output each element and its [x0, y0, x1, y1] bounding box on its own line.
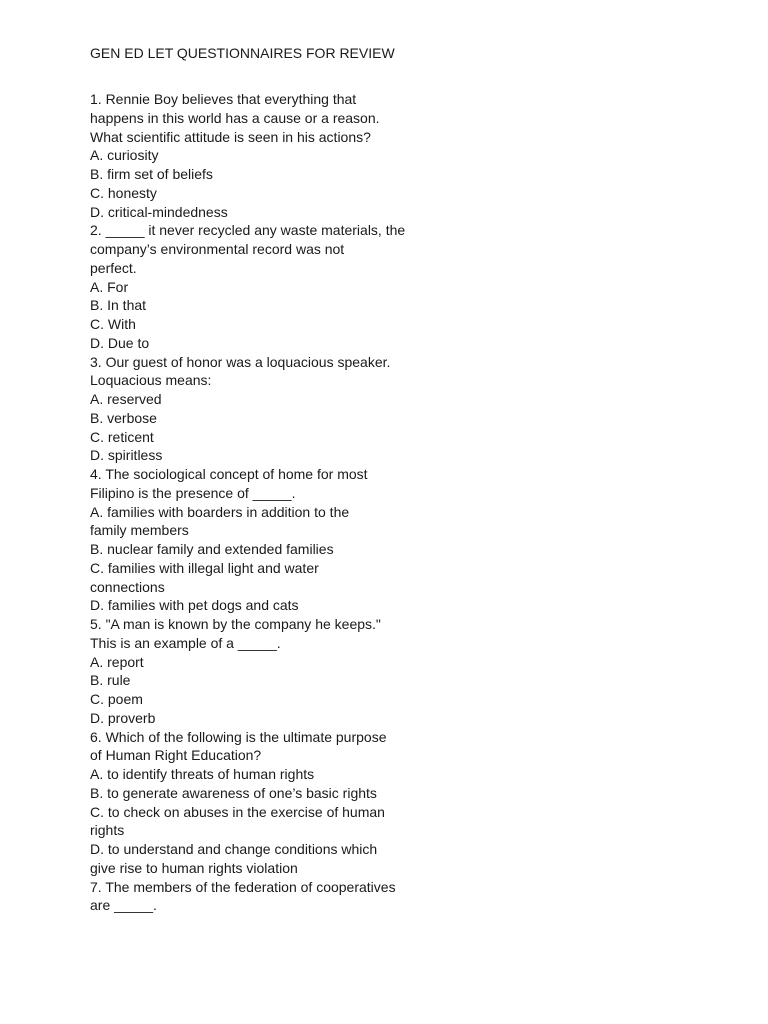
text-line: rights [90, 822, 125, 839]
text-line: B. verbose [90, 409, 157, 426]
text-line: A. families with boarders in addition to the [90, 503, 350, 520]
text-line: B. rule [90, 672, 131, 689]
text-line: D. proverb [90, 709, 156, 726]
text-line: C. to check on abuses in the exercise of human [90, 803, 385, 820]
text-line: 3. Our guest of honor was a loquacious speaker. [90, 353, 391, 370]
text-line: C. families with illegal light and water [90, 559, 319, 576]
text-line: 5. "A man is known by the company he keeps." [90, 616, 381, 632]
text-line: B. nuclear family and extended families [90, 541, 334, 557]
document-page [90, 44, 730, 915]
text-line: perfect. [90, 259, 137, 276]
text-line: A. reserved [90, 391, 162, 407]
text-line: family members [90, 522, 189, 539]
document-body [90, 90, 730, 915]
text-line: A. For [90, 278, 129, 295]
text-line: A. curiosity [90, 147, 159, 164]
text-line: D. Due to [90, 334, 150, 351]
text-line: 6. Which of the following is the ultimate purpose [90, 728, 387, 745]
text-line: A. report [90, 653, 144, 670]
text-line: D. families with pet dogs and cats [90, 597, 299, 614]
text-line: happens in this world has a cause or a reason. [90, 109, 380, 126]
text-line: company’s environmental record was not [90, 241, 345, 257]
text-line: 2. _____ it never recycled any waste materials, the [90, 222, 406, 239]
text-line: 7. The members of the federation of cooperatives [90, 878, 396, 895]
text-line: C. With [90, 316, 136, 332]
text-line: This is an example of a _____. [90, 634, 281, 651]
text-line: B. to generate awareness of one’s basic rights [90, 784, 377, 801]
document-title: GEN ED LET QUESTIONNAIRES FOR REVIEW [90, 45, 395, 61]
text-line: D. spiritless [90, 447, 163, 464]
text-line: A. to identify threats of human rights [90, 766, 315, 782]
text-line: 4. The sociological concept of home for most [90, 466, 368, 482]
text-line: 1. Rennie Boy believes that everything that [90, 91, 357, 107]
text-line: Loquacious means: [90, 372, 212, 389]
text-line: B. firm set of beliefs [90, 166, 213, 182]
text-line: Filipino is the presence of _____. [90, 484, 296, 501]
text-line: give rise to human rights violation [90, 859, 298, 876]
text-line: What scientific attitude is seen in his actions? [90, 128, 371, 145]
text-line: connections [90, 578, 165, 595]
text-line: C. poem [90, 691, 143, 707]
text-line: C. reticent [90, 428, 154, 445]
text-line: D. critical-mindedness [90, 203, 228, 220]
text-line: are _____. [90, 897, 157, 914]
text-line: C. honesty [90, 184, 157, 201]
text-line: of Human Right Education? [90, 747, 262, 764]
text-line: D. to understand and change conditions which [90, 841, 378, 857]
text-line: B. In that [90, 297, 147, 314]
